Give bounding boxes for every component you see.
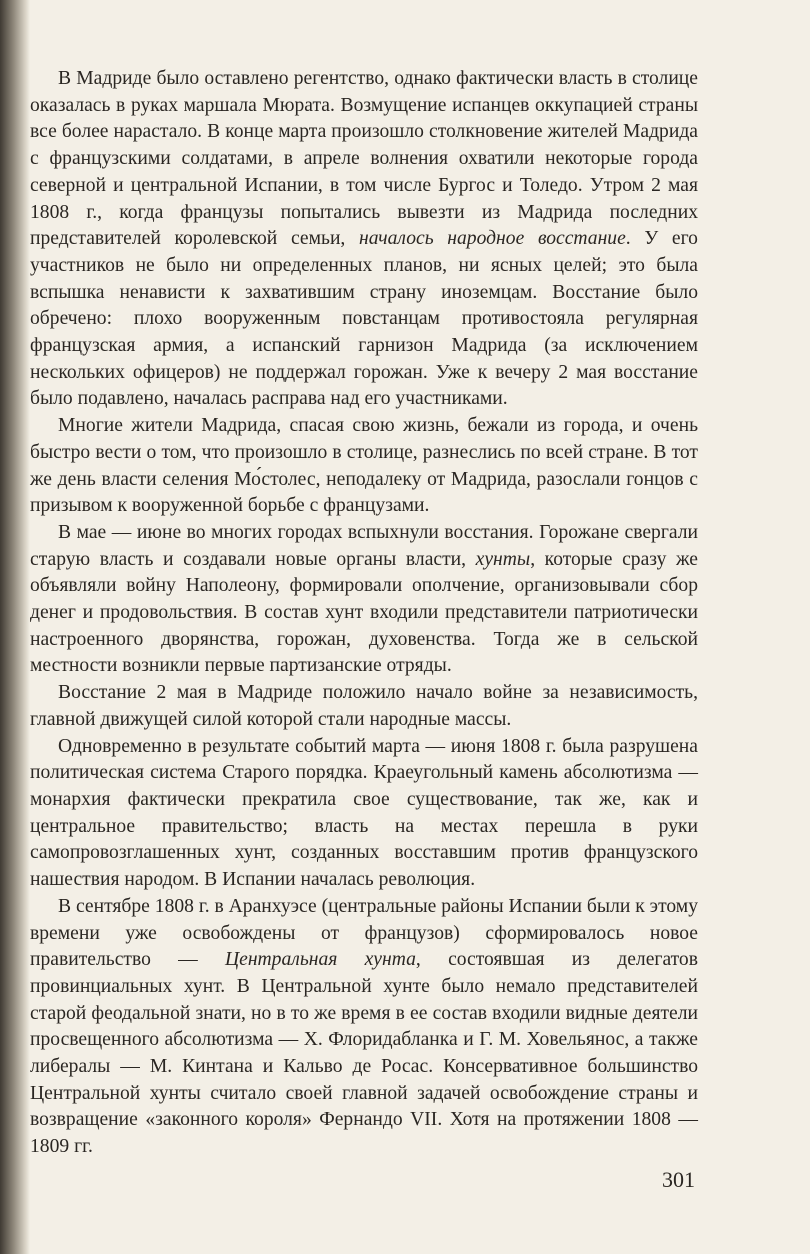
emphasis-central-junta: Центральная хунта	[224, 949, 416, 971]
body-text	[30, 66, 698, 1161]
emphasis-uprising: началось народное восстание	[359, 228, 626, 250]
book-binding-shadow	[0, 0, 30, 1254]
paragraph-madrid-uprising: В Мадриде было оставлено регентство, однако фактически власть в столице оказалась в руках маршала Мюрата. Возмущение испанцев оккупацией страны все более нарастало. В конце марта произошло столкновение жителей Мадрида с французскими солдатами, в апреле волнения охватили некоторые города северной и центральной Испании, в том числе Бургос и Толедо. Утром 2 мая 1808 г., когда французы попытались вывезти из Мадрида последних представителей королевской семьи, началось народное восстание. У его участников не было ни определенных планов, ни ясных целей; это была вспышка ненависти к захватившим страну иноземцам. Восстание было обречено: плохо вооруженным повстанцам противостояла регулярная французская армия, а испанский гарнизон Мадрида (за исключением нескольких офицеров) не поддержал горожан. Уже к вечеру 2 мая восстание было подавлено, началась расправа над его участниками.	[30, 68, 698, 410]
paragraph-mostoles: Многие жители Мадрида, спасая свою жизнь, бежали из города, и очень быстро вести о том, что произошло в столице, разнеслись по всей стране. В тот же день власти селения Мо́столес, неподалеку от Мадрида, разослали гонцов с призывом к вооруженной борьбе с французами.	[30, 415, 698, 517]
emphasis-juntas: хунты	[475, 548, 531, 570]
page-number: 301	[662, 1167, 695, 1192]
paragraph-central-junta: В сентябре 1808 г. в Аранхуэсе (центральные районы Испании были к этому времени уже освобождены от французов) сформировалось новое правительство — Центральная хунта, состоявшая из делегатов провинциальных хунт. В Центральной хунте было немало представителей старой феодальной знати, но в то же время в ее состав входили видные деятели просвещенного абсолютизма — Х. Флоридабланка и Г. М. Ховельянос, а также либералы — М. Кинтана и Кальво де Росас. Консервативное большинство Центральной хунты считало своей главной задачей освобождение страны и возвращение «законного короля» Фернандо VII. Хотя на протяжении 1808 — 1809 гг.	[30, 895, 698, 1158]
paragraph-juntas: В мае — июне во многих городах вспыхнули восстания. Горожане свергали старую власть и создавали новые органы власти, хунты, которые сразу же объявляли войну Наполеону, формировали ополчение, организовывали сбор денег и продовольствия. В состав хунт входили представители патриотически настроенного дворянства, горожан, духовенства. Тогда же в сельской местности возникли первые партизанские отряды.	[30, 521, 698, 677]
paragraph-war-of-independence: Восстание 2 мая в Мадриде положило начало войне за независимость, главной движущей силой которой стали народные массы.	[30, 682, 698, 730]
paragraph-revolution: Одновременно в результате событий марта — июня 1808 г. была разрушена политическая система Старого порядка. Краеугольный камень абсолютизма — монархия фактически прекратила свое существование, так же, как и центральное правительство; власть на местах перешла в руки самопровозглашенных хунт, созданных восставшим против французского нашествия народом. В Испании началась революция.	[30, 735, 698, 891]
